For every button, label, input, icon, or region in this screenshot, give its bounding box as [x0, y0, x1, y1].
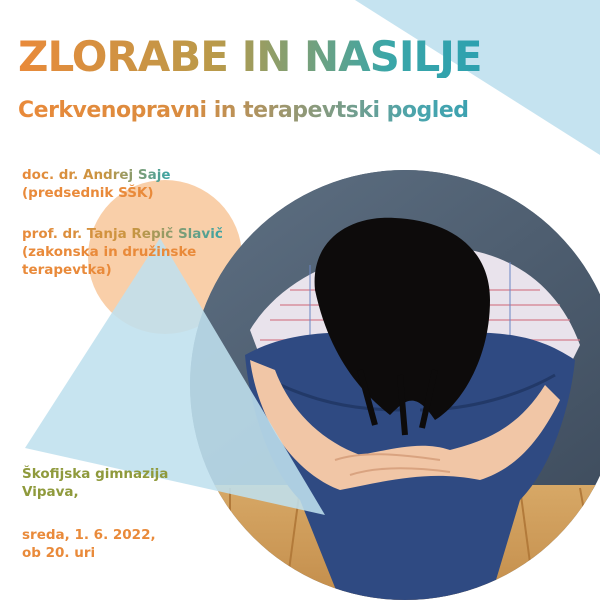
- speaker2-role-line1: (zakonska in družinske: [22, 244, 197, 260]
- date-line2: ob 20. uri: [22, 545, 96, 561]
- speaker2-role-line2: terapevtka): [22, 262, 112, 278]
- speaker1-name: doc. dr. Andrej Saje: [22, 167, 171, 183]
- speaker1-role: (predsednik SŠK): [22, 185, 154, 201]
- poster-title: ZLORABE IN NASILJE: [18, 36, 588, 78]
- speaker2-name: prof. dr. Tanja Repič Slavič: [22, 226, 223, 242]
- venue-line2: Vipava,: [22, 484, 79, 500]
- venue-line1: Škofijska gimnazija: [22, 466, 169, 482]
- poster-subtitle: Cerkvenopravni in terapevtski pogled: [18, 99, 588, 123]
- date-line1: sreda, 1. 6. 2022,: [22, 527, 156, 543]
